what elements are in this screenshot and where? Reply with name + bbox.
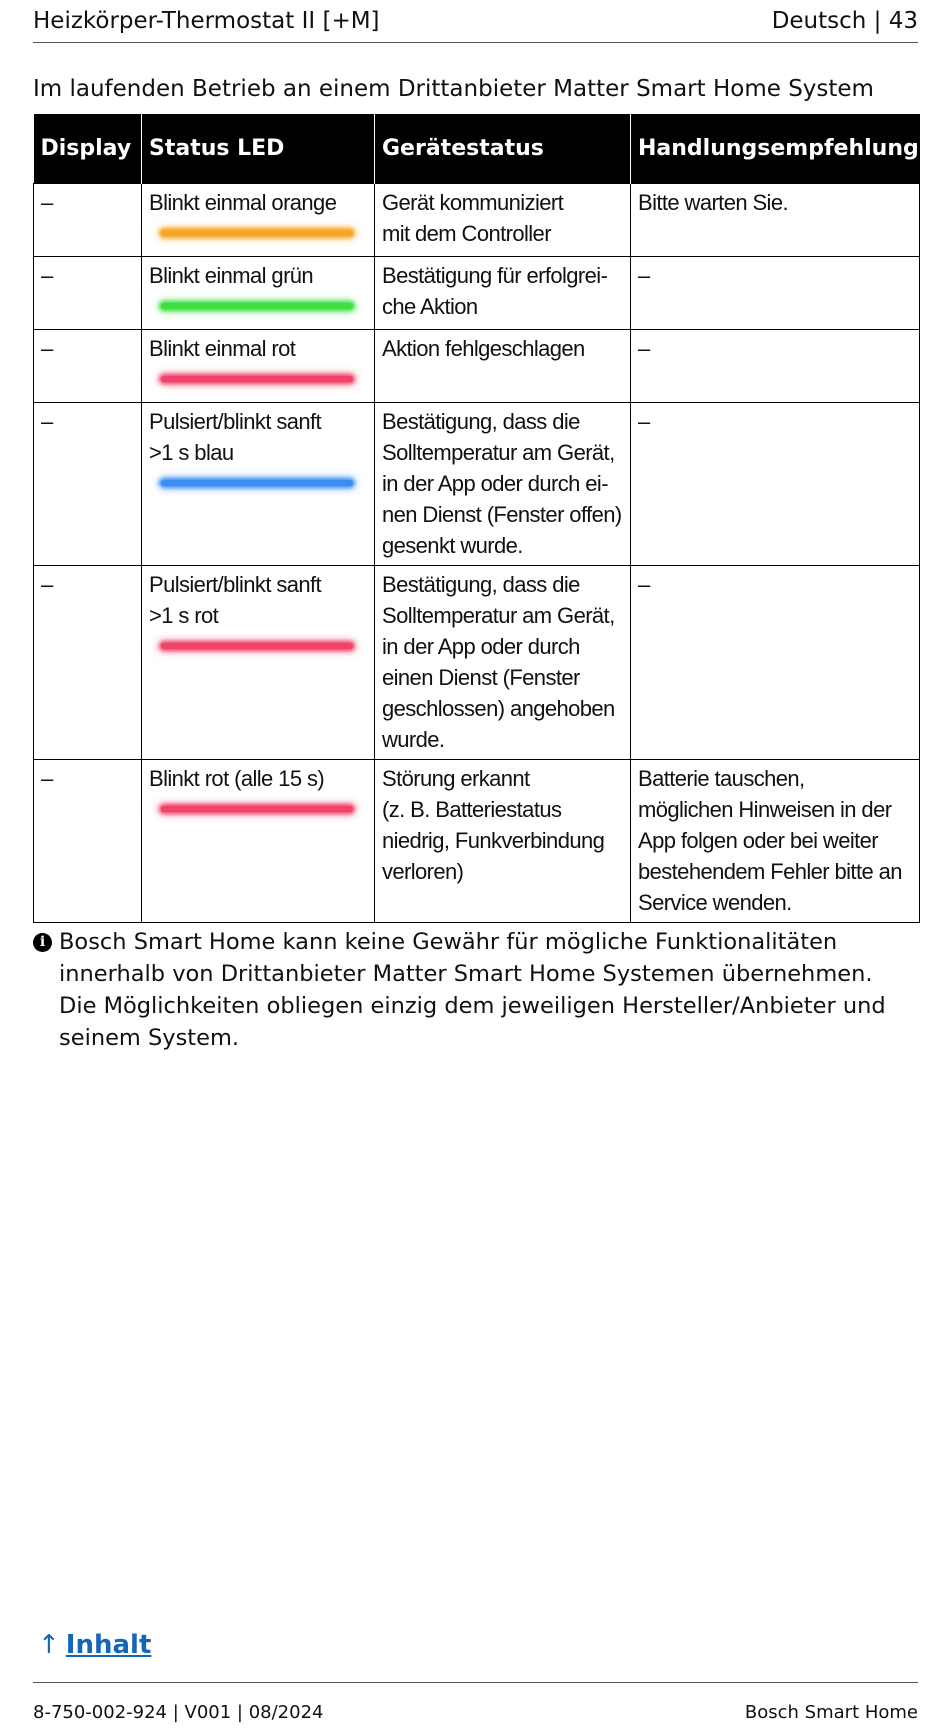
handlung-cell: – — [631, 566, 920, 760]
column-header-status-led: Status LED — [142, 114, 375, 184]
led-indicator — [161, 303, 353, 309]
table-row — [34, 403, 920, 566]
status-led-text: Pulsiert/blinkt sanft >1 s blau — [149, 409, 322, 465]
handlung-cell: Batterie tauschen, möglichen Hinweisen in der App folgen oder bei weiter bestehendem Fehler bitte an Service wenden. — [631, 760, 920, 923]
led-indicator — [161, 230, 353, 236]
display-cell: – — [34, 184, 142, 257]
status-led-cell — [142, 184, 375, 257]
display-cell: – — [34, 257, 142, 330]
geraetestatus-cell: Bestätigung für erfolgrei- che Aktion — [375, 257, 631, 330]
page-info: Deutsch | 43 — [771, 8, 918, 34]
column-header-display: Display — [34, 114, 142, 184]
led-status-table — [33, 114, 920, 923]
status-led-cell — [142, 760, 375, 923]
page-footer — [33, 1682, 918, 1723]
document-id: 8-750-002-924 | V001 | 08/2024 — [33, 1702, 324, 1723]
geraetestatus-cell: Gerät kommuniziert mit dem Controller — [375, 184, 631, 257]
status-led-text: Blinkt einmal rot — [149, 336, 296, 361]
table-row — [34, 257, 920, 330]
display-cell: – — [34, 760, 142, 923]
display-cell: – — [34, 330, 142, 403]
display-cell: – — [34, 566, 142, 760]
table-row — [34, 566, 920, 760]
column-header-geraetestatus: Gerätestatus — [375, 114, 631, 184]
document-title: Heizkörper-Thermostat II [+M] — [33, 8, 380, 34]
led-indicator — [161, 480, 353, 486]
handlung-cell: Bitte warten Sie. — [631, 184, 920, 257]
geraetestatus-cell: Aktion fehlgeschlagen — [375, 330, 631, 403]
geraetestatus-cell: Bestätigung, dass die Solltemperatur am Gerät, in der App oder durch ei- nen Dienst (Fenster offen) gesenkt wurde. — [375, 403, 631, 566]
status-led-text: Blinkt einmal orange — [149, 190, 337, 215]
arrow-up-icon: ↑ — [38, 1630, 60, 1660]
status-led-cell — [142, 403, 375, 566]
display-cell: – — [34, 403, 142, 566]
handlung-cell: – — [631, 330, 920, 403]
status-led-cell — [142, 566, 375, 760]
table-of-contents-link[interactable] — [38, 1630, 151, 1660]
status-led-cell — [142, 257, 375, 330]
table-row — [34, 184, 920, 257]
handlung-cell: – — [631, 403, 920, 566]
status-led-text: Blinkt rot (alle 15 s) — [149, 766, 325, 791]
brand-name: Bosch Smart Home — [744, 1702, 918, 1723]
led-indicator — [161, 376, 353, 382]
table-header-row — [34, 114, 920, 184]
column-header-handlungsempfehlung: Handlungsempfehlung — [631, 114, 920, 184]
handlung-cell: – — [631, 257, 920, 330]
led-indicator — [161, 806, 353, 812]
toc-link-label[interactable]: Inhalt — [65, 1630, 152, 1660]
geraetestatus-cell: Störung erkannt (z. B. Batteriestatus niedrig, Funkverbindung verloren) — [375, 760, 631, 923]
note-text: Bosch Smart Home kann keine Gewähr für mögliche Funktionalitäten innerhalb von Drittanbieter Matter Smart Home Systemen übernehmen. Die Möglichkeiten obliegen einzig dem jeweiligen Hersteller/Anbieter und seinem System. — [59, 929, 886, 1051]
led-indicator — [161, 643, 353, 649]
info-note — [33, 926, 913, 1054]
geraetestatus-cell: Bestätigung, dass die Solltemperatur am Gerät, in der App oder durch einen Dienst (Fenster geschlossen) angehoben wurde. — [375, 566, 631, 760]
section-title: Im laufenden Betrieb an einem Drittanbieter Matter Smart Home System — [33, 76, 874, 102]
page-header — [33, 0, 918, 43]
status-led-cell — [142, 330, 375, 403]
table-row — [34, 760, 920, 923]
table-row — [34, 330, 920, 403]
info-icon: i — [33, 933, 52, 952]
status-led-text: Pulsiert/blinkt sanft >1 s rot — [149, 572, 322, 628]
status-led-text: Blinkt einmal grün — [149, 263, 314, 288]
